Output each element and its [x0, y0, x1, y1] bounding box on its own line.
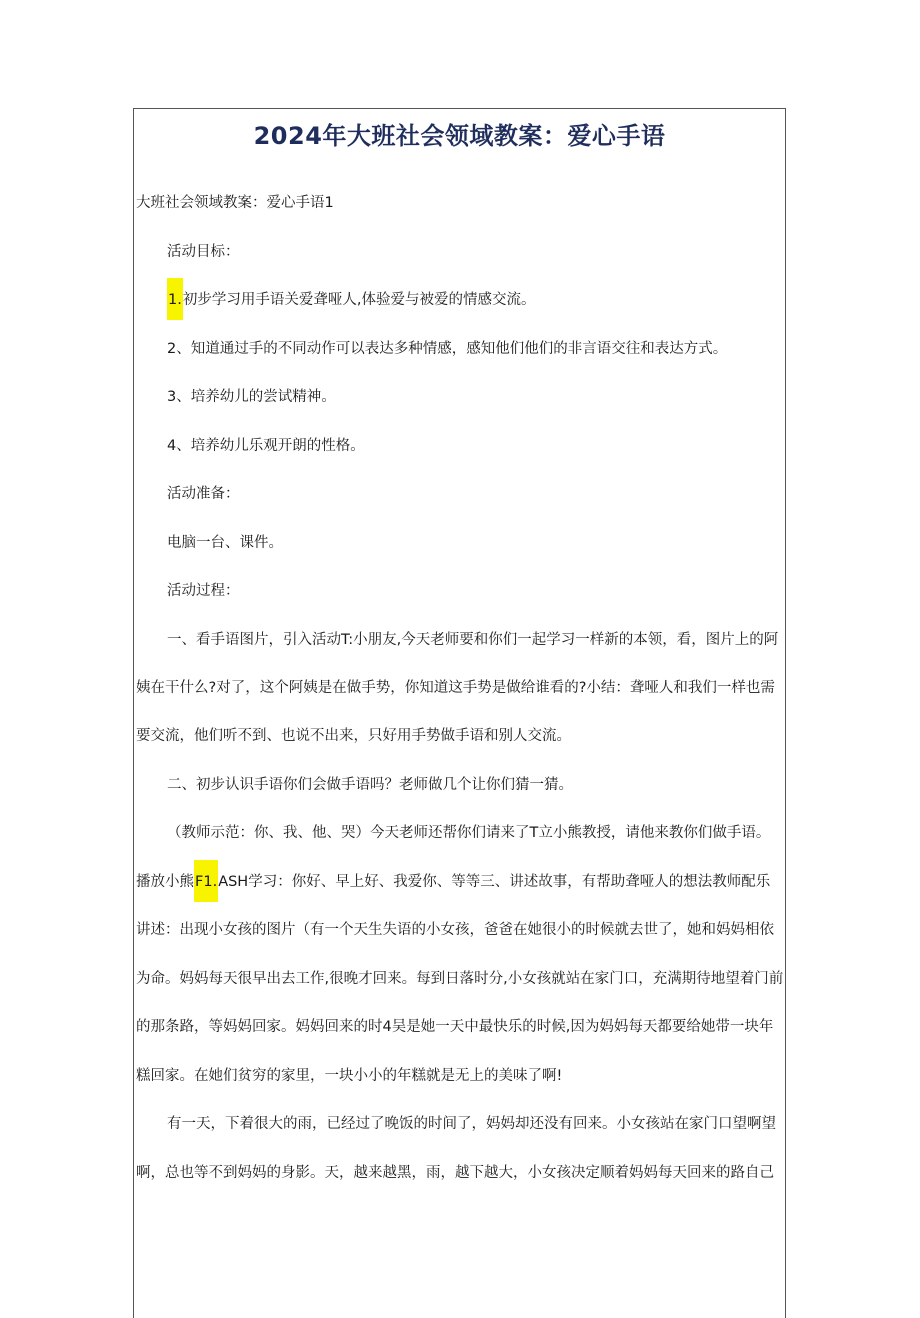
- prep-heading: 活动准备：: [167, 486, 240, 502]
- process-heading: 活动过程：: [167, 583, 240, 599]
- subtitle: 大班社会领域教案：爱心手语1: [136, 195, 334, 211]
- prep-text: 电脑一台、课件。: [167, 535, 283, 551]
- step1-line: 姨在干什么?对了，这个阿姨是在做手势，你知道这手势是做给谁看的?小结：聋哑人和我们一样也需: [136, 680, 775, 696]
- step2-flash-post: ASH学习：你好、早上好、我爱你、等等三、讲述故事，有帮助聋哑人的想法教师配乐: [218, 874, 771, 890]
- step1-line: 要交流，他们听不到、也说不出来，只好用手势做手语和别人交流。: [136, 728, 571, 744]
- goal-4: 4、培养幼儿乐观开朗的性格。: [167, 438, 365, 454]
- story-line: 为命。妈妈每天很早出去工作,很晚才回来。每到日落时分,小女孩就站在家门口，充满期待地望着门前: [136, 971, 784, 987]
- rain-line: 有一天，下着很大的雨，已经过了晚饭的时间了，妈妈却还没有回来。小女孩站在家门口望啊望: [167, 1116, 776, 1132]
- step2: 二、初步认识手语你们会做手语吗？老师做几个让你们猜一猜。: [167, 777, 573, 793]
- goal-1-text: 初步学习用手语关爱聋哑人,体验爱与被爱的情感交流。: [182, 292, 536, 308]
- story-line: 讲述：出现小女孩的图片（有一个天生失语的小女孩，爸爸在她很小的时候就去世了，她和妈妈相依: [136, 922, 774, 938]
- goals-heading: 活动目标：: [167, 244, 240, 260]
- document-title: 2024年大班社会领域教案：爱心手语: [253, 122, 666, 150]
- step2-demo: （教师示范：你、我、他、哭）今天老师还帮你们请来了T立小熊教授，请他来教你们做手语。: [167, 825, 771, 841]
- goal-2: 2、知道通过手的不同动作可以表达多种情感，感知他们他们的非言语交往和表达方式。: [167, 341, 728, 357]
- rain-line: 啊，总也等不到妈妈的身影。天，越来越黑，雨，越下越大，小女孩决定顺着妈妈每天回来的路自己: [136, 1165, 774, 1181]
- goal-3: 3、培养幼儿的尝试精神。: [167, 389, 336, 405]
- story-line: 的那条路，等妈妈回家。妈妈回来的时4吴是她一天中最快乐的时候,因为妈妈每天都要给她带一块年: [136, 1019, 774, 1035]
- highlight-mark: 1.: [167, 278, 183, 320]
- step2-flash: [136, 872, 770, 902]
- goal-1: [167, 290, 535, 320]
- step1-line: 一、看手语图片，引入活动T:小朋友,今天老师要和你们一起学习一样新的本领，看，图片上的阿: [167, 632, 779, 648]
- story-line: 糕回家。在她们贫穷的家里，一块小小的年糕就是无上的美味了啊!: [136, 1068, 563, 1084]
- highlight-mark: F1.: [194, 860, 218, 902]
- step2-flash-pre: 播放小熊: [136, 874, 194, 890]
